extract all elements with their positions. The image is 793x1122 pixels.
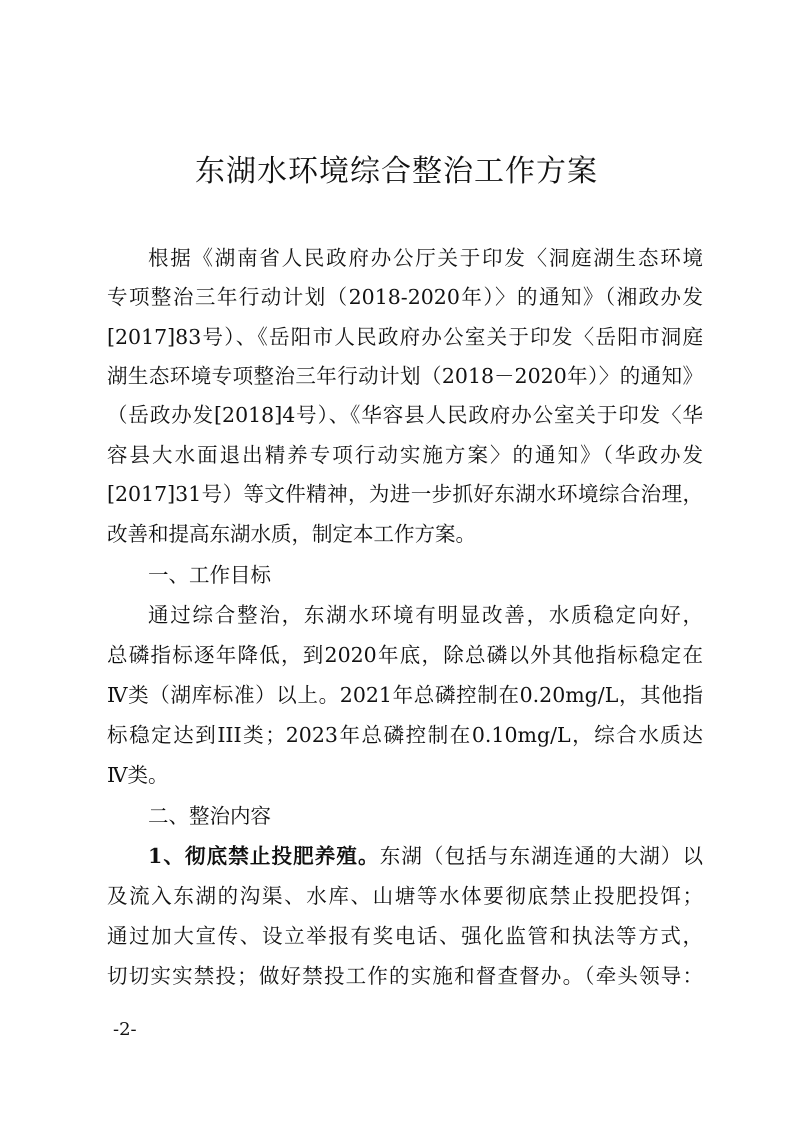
intro-line-7: [2017]31号）等文件精神，为进一步抓好东湖水环境综合治理， <box>107 482 703 506</box>
item1-first-rest: 东湖（包括与东湖连通的大湖）以 <box>379 844 703 868</box>
item1-line-3: 通过加大宣传、设立举报有奖电话、强化监管和执法等方式， <box>107 924 703 948</box>
intro-line-2: 专项整治三年行动计划（2018-2020年）〉的通知》（湘政办发 <box>107 285 703 309</box>
goals-line-4: 标稳定达到III类；2023年总磷控制在0.10mg/L，综合水质达 <box>107 723 703 747</box>
goals-line-2: 总磷指标逐年降低，到2020年底，除总磷以外其他指标稳定在 <box>107 643 703 667</box>
intro-line-5: （岳政办发[2018]4号）、《华容县人民政府办公室关于印发〈华 <box>107 403 703 427</box>
item1-lead: 1、彻底禁止投肥养殖。 <box>148 844 380 868</box>
section-heading-content: 二、整治内容 <box>148 804 271 828</box>
goals-line-3: Ⅳ类（湖库标准）以上。2021年总磷控制在0.20mg/L，其他指 <box>107 683 703 707</box>
intro-line-6: 容县大水面退出精养专项行动实施方案〉的通知》（华政办发 <box>107 443 703 467</box>
item1-line-4: 切切实实禁投；做好禁投工作的实施和督查督办。（牵头领导： <box>107 964 703 988</box>
goals-line-5: Ⅳ类。 <box>107 763 169 787</box>
document-title: 东湖水环境综合整治工作方案 <box>195 154 598 189</box>
intro-line-4: 湖生态环境专项整治三年行动计划（2018－2020年）〉的通知》 <box>107 364 703 388</box>
intro-line-1: 根据《湖南省人民政府办公厅关于印发〈洞庭湖生态环境 <box>148 246 703 270</box>
section-heading-goals: 一、工作目标 <box>148 563 271 587</box>
page-number: -2- <box>113 1019 137 1040</box>
intro-line-3: [2017]83号）、《岳阳市人民政府办公室关于印发〈岳阳市洞庭 <box>107 325 703 349</box>
goals-line-1: 通过综合整治，东湖水环境有明显改善，水质稳定向好， <box>148 603 703 627</box>
intro-line-8: 改善和提高东湖水质，制定本工作方案。 <box>107 522 476 546</box>
item1-line-2: 及流入东湖的沟渠、水库、山塘等水体要彻底禁止投肥投饵； <box>107 884 703 908</box>
item1-line-1 <box>148 838 703 874</box>
